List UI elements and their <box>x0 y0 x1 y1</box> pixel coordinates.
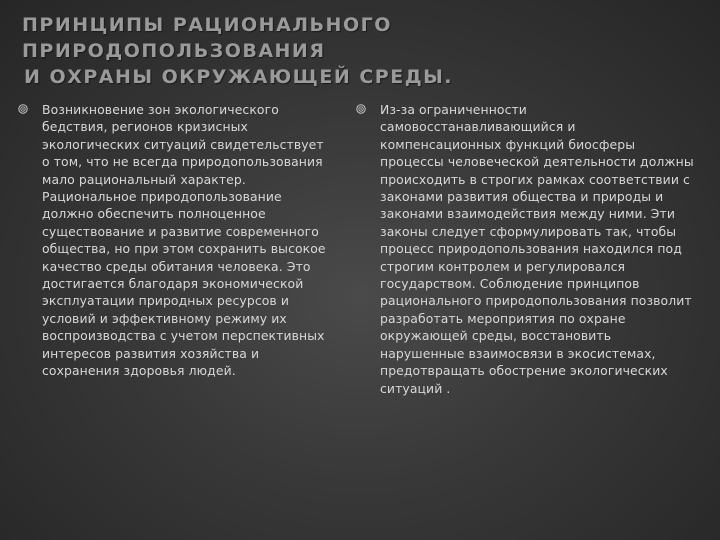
left-column-text: Возникновение зон экологического бедствия, регионов кризисных экологических ситуаций свидетельствует о том, что не всегда природопользования мало рациональный характер. Рациональное природопользование должно обеспечить полноценное существование и развитие современного общества, но при этом сохранить высокое качество среды обитания человека. Это достигается благодаря экономической эксплуатации природных ресурсов и условий и эффективному режиму их воспроизводства с учетом перспективных интересов развития хозяйства и сохранения здоровья людей. <box>42 102 326 379</box>
target-bullet-icon <box>356 104 366 114</box>
slide-title-line2: И ОХРАНЫ ОКРУЖАЮЩЕЙ СРЕДЫ. <box>24 66 454 88</box>
right-column <box>356 101 696 397</box>
slide-title-line1: ПРИНЦИПЫ РАЦИОНАЛЬНОГО ПРИРОДОПОЛЬЗОВАНИЯ <box>22 14 392 62</box>
left-column <box>18 101 333 380</box>
slide-title <box>22 12 702 90</box>
target-bullet-icon <box>18 104 28 114</box>
right-column-text: Из-за ограниченности самовосстанавливающийся и компенсационных функций биосферы процессы человеческой деятельности должны происходить в строгих рамках соответствии с законами развития общества и природы и законами взаимодействия между ними. Эти законы следует сформулировать так, чтобы процесс природопользования находился под строгим контролем и регулировался государством. Соблюдение принципов рационального природопользования позволит разработать мероприятия по охране окружающей среды, восстановить нарушенные взаимосвязи в экосистемах, предотвращать обострение экологических ситуаций . <box>380 102 694 396</box>
